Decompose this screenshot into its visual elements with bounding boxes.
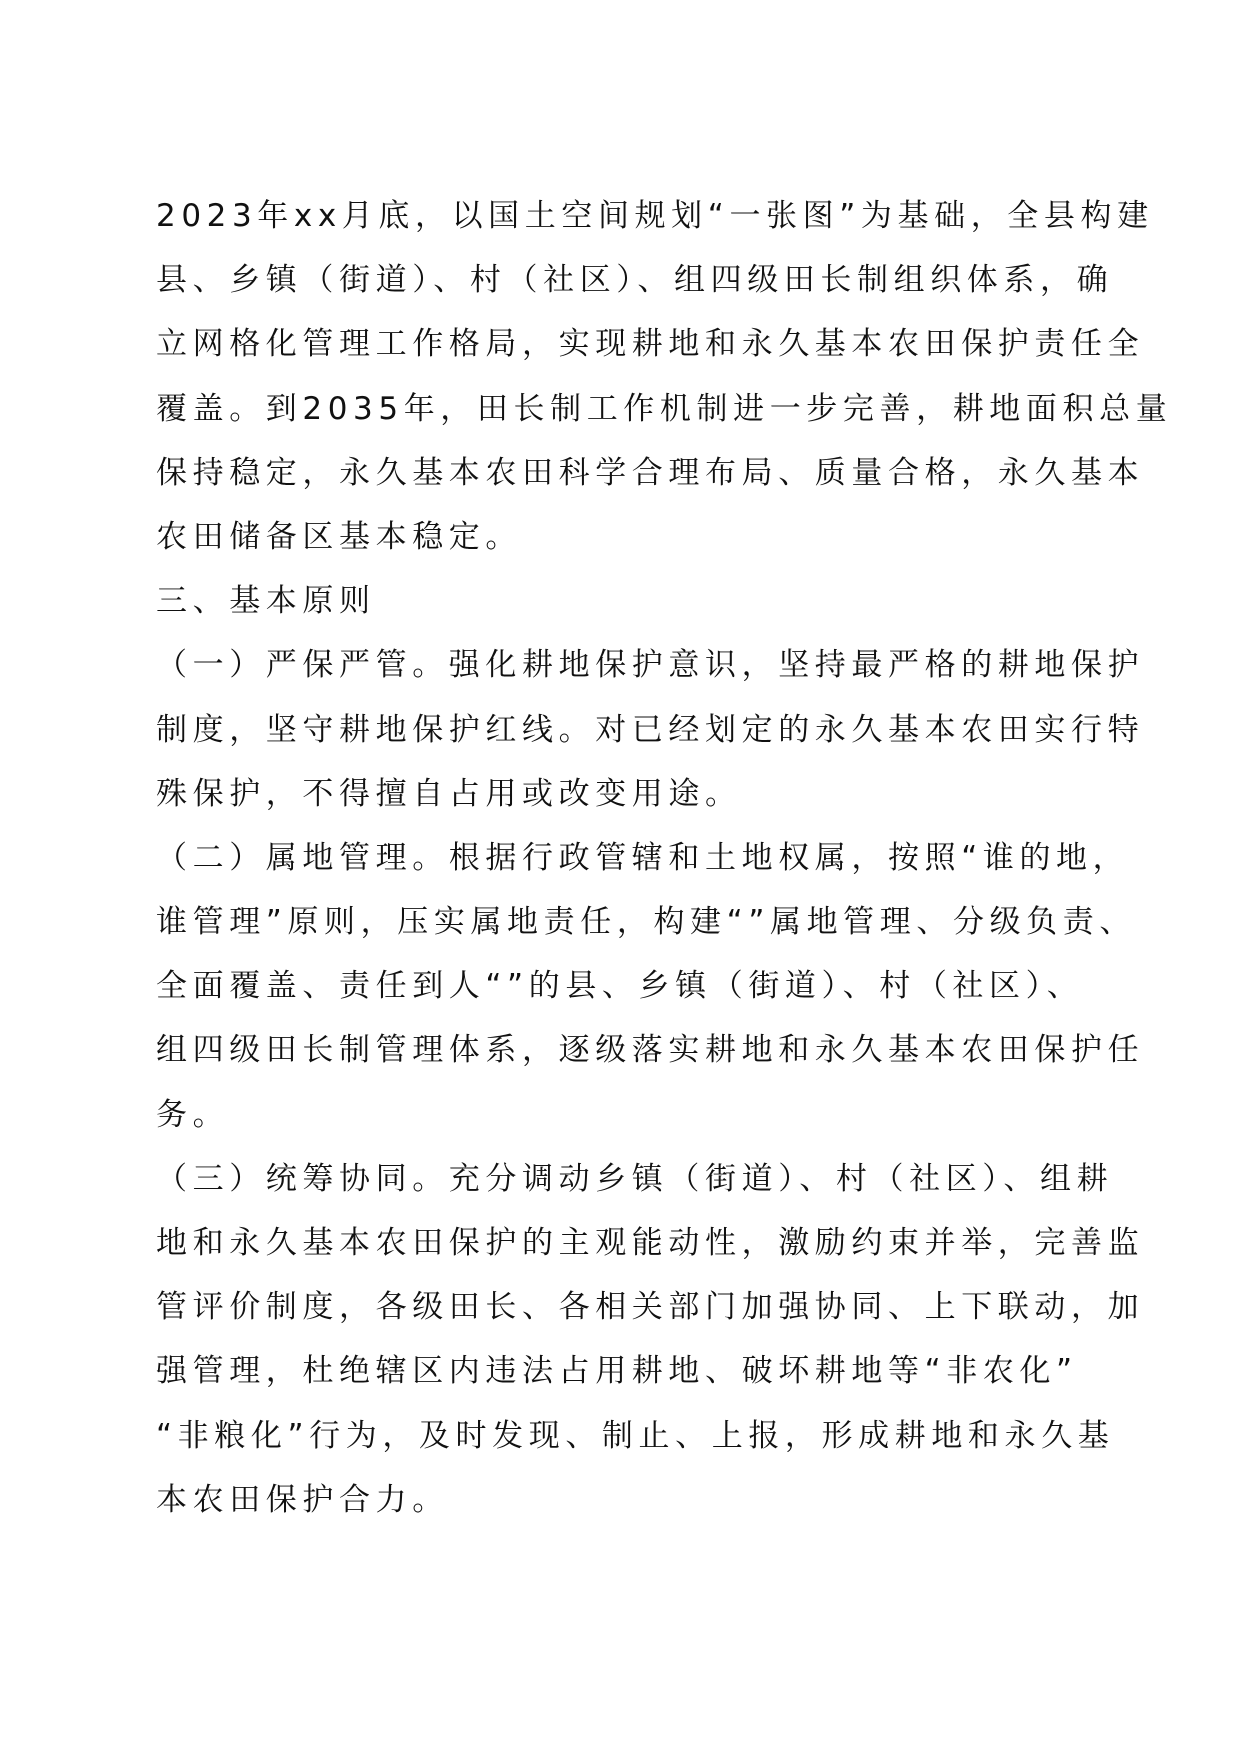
text-line-19: 强管理，杜绝辖区内违法占用耕地、破坏耕地等“非农化” bbox=[156, 1353, 1078, 1390]
body-text bbox=[156, 184, 1173, 1532]
text-line-18: 管评价制度，各级田长、各相关部门加强协同、上下联动，加 bbox=[156, 1289, 1145, 1326]
text-line-5: 保持稳定，永久基本农田科学合理布局、质量合格，永久基本 bbox=[156, 454, 1145, 491]
text-line-17: 地和永久基本农田保护的主观能动性，激励约束并举，完善监 bbox=[156, 1225, 1145, 1261]
text-line-1: 2023年xx月底，以国土空间规划“一张图”为基础，全县构建 bbox=[156, 198, 1154, 234]
text-line-2: 县、乡镇（街道）、村（社区）、组四级田长制组织体系，确 bbox=[156, 262, 1114, 299]
text-line-16: （三）统筹协同。充分调动乡镇（街道）、村（社区）、组耕 bbox=[156, 1160, 1114, 1197]
text-line-10: 殊保护，不得擅自占用或改变用途。 bbox=[156, 775, 742, 812]
text-line-6: 农田储备区基本稳定。 bbox=[156, 518, 522, 555]
section-heading: 三、基本原则 bbox=[156, 583, 376, 620]
text-line-11: （二）属地管理。根据行政管辖和土地权属，按照“谁的地， bbox=[156, 839, 1130, 876]
text-line-9: 制度，坚守耕地保护红线。对已经划定的永久基本农田实行特 bbox=[156, 711, 1145, 748]
text-line-21: 本农田保护合力。 bbox=[156, 1481, 449, 1518]
text-line-4: 覆盖。到2035年，田长制工作机制进一步完善，耕地面积总量 bbox=[156, 390, 1173, 427]
text-line-8: （一）严保严管。强化耕地保护意识，坚持最严格的耕地保护 bbox=[156, 647, 1145, 684]
text-line-12: 谁管理”原则，压实属地责任，构建“”属地管理、分级负责、 bbox=[156, 904, 1136, 941]
text-line-13: 全面覆盖、责任到人“”的县、乡镇（街道）、村（社区）、 bbox=[156, 968, 1084, 1005]
text-line-20: “非粮化”行为，及时发现、制止、上报，形成耕地和永久基 bbox=[156, 1417, 1115, 1454]
text-line-3: 立网格化管理工作格局，实现耕地和永久基本农田保护责任全 bbox=[156, 326, 1145, 363]
text-line-14: 组四级田长制管理体系，逐级落实耕地和永久基本农田保护任 bbox=[156, 1032, 1145, 1069]
text-line-15: 务。 bbox=[156, 1096, 230, 1133]
